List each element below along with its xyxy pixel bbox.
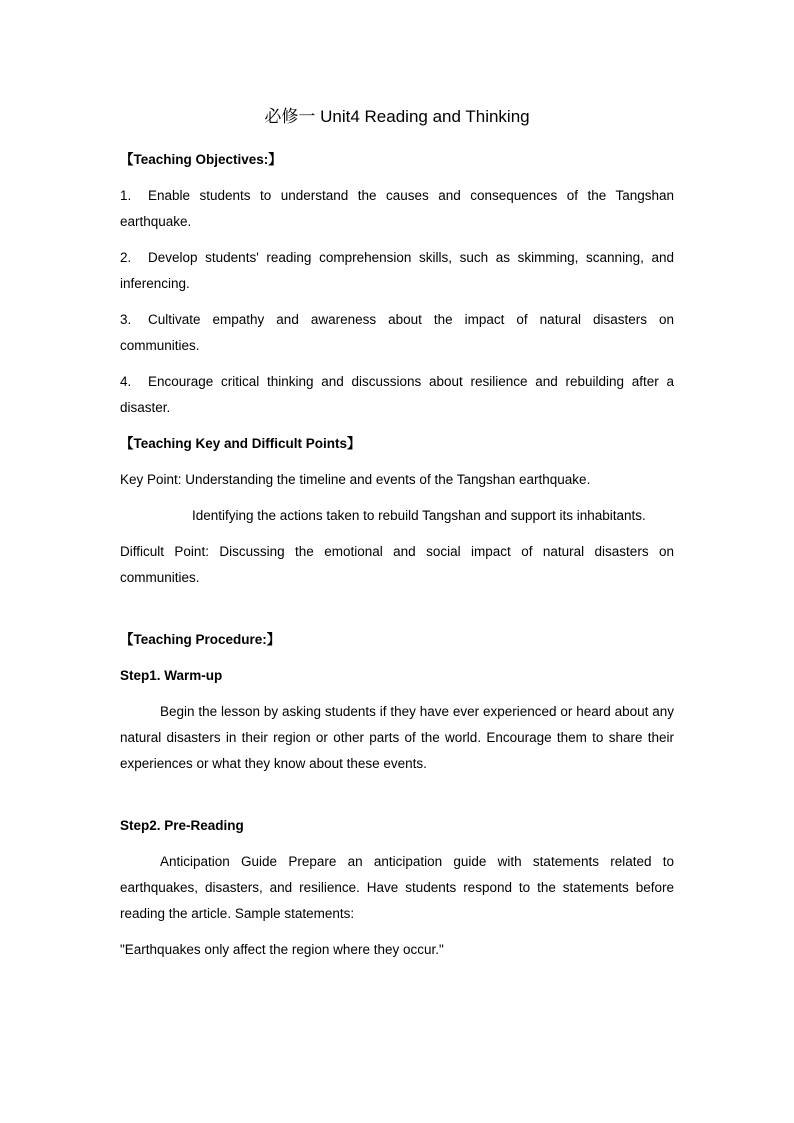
step1-title: Step1. Warm-up <box>120 668 223 683</box>
difficult-point: Difficult Point: Discussing the emotional and social impact of natural disasters on communities. <box>120 544 674 585</box>
spacer <box>120 787 674 813</box>
spacer <box>120 601 674 627</box>
objective-number: 2. <box>120 250 132 265</box>
objective-item-1 <box>120 183 674 235</box>
objective-text: Develop students' reading comprehension skills, such as skimming, scanning, and inferencing. <box>120 250 674 291</box>
objective-number: 1. <box>120 188 132 203</box>
key-point-continued: Identifying the actions taken to rebuild Tangshan and support its inhabitants. <box>192 508 646 523</box>
objectives-heading: 【Teaching Objectives:】 <box>120 152 282 167</box>
document-page <box>120 104 674 973</box>
step2-title: Step2. Pre-Reading <box>120 818 244 833</box>
key-point: Key Point: Understanding the timeline and events of the Tangshan earthquake. <box>120 472 591 487</box>
document-title: 必修一 Unit4 Reading and Thinking <box>264 107 530 126</box>
objective-item-4 <box>120 369 674 421</box>
step1-text: Begin the lesson by asking students if they have ever experienced or heard about any natural disasters in their region or other parts of the world. Encourage them to share their experiences or what they know about these events. <box>120 704 674 771</box>
objective-item-3 <box>120 307 674 359</box>
objective-text: Cultivate empathy and awareness about the impact of natural disasters on communities. <box>120 312 674 353</box>
objective-number: 4. <box>120 374 132 389</box>
objective-text: Enable students to understand the causes and consequences of the Tangshan earthquake. <box>120 188 674 229</box>
objective-text: Encourage critical thinking and discussions about resilience and rebuilding after a disaster. <box>120 374 674 415</box>
objective-number: 3. <box>120 312 132 327</box>
procedure-heading: 【Teaching Procedure:】 <box>120 632 281 647</box>
sample-statement: "Earthquakes only affect the region where they occur." <box>120 942 444 957</box>
step2-text: Anticipation Guide Prepare an anticipation guide with statements related to earthquakes, disasters, and resilience. Have students respond to the statements before reading the article. Sample statements: <box>120 854 674 921</box>
objective-item-2 <box>120 245 674 297</box>
key-points-heading: 【Teaching Key and Difficult Points】 <box>120 436 361 451</box>
